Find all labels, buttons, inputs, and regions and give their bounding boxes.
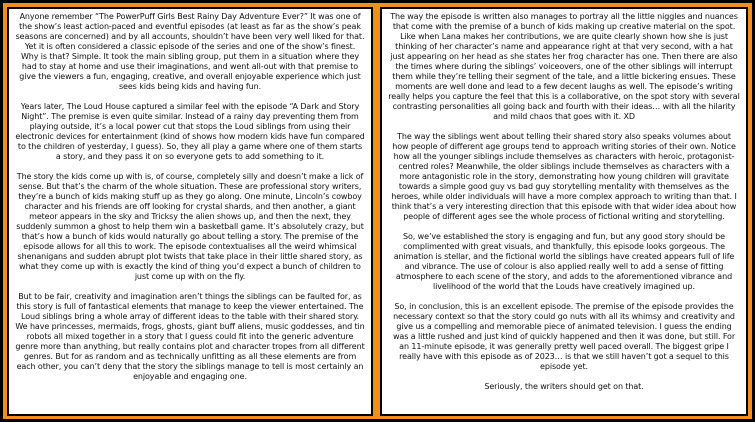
left-paragraph-4: But to be fair, creativity and imagination aren’t things the siblings can be faulted for, as this story is full of fantastical elements that manage to keep the viewer entertained. The Loud siblings bring a whole array of different ideas to the table with their shared story. We have princesses, mermaids, frogs, ghosts, giant buff aliens, music goddesses, and tin robots all mixed together in a story that I guess could fit into the generic adventure genre more than anything, but really contains plot and character tropes from all different genres. But for as random and as technically unfitting as all these elements are from each other, you can’t deny that the story the siblings manage to tell is most certainly an enjoyable and engaging one. [15,292,365,381]
right-text-panel [380,7,748,416]
left-paragraph-1: Anyone remember “The PowerPuff Girls Best Rainy Day Adventure Ever?” It was one of the show’s least action-paced and eventful episodes (at least as far as the show’s peak seasons are concerned) and by all accounts, shouldn’t have been very well liked for that. Yet it is often considered a classic episode of the series and one of the show’s finest. Why is that? Simple. It took the main sibling group, put them in a situation where they had to stay at home and use their imaginations, and went all-out with that premise to give the viewers a fun, engaging, creative, and overall enjoyable experience which just sees kids being kids and having fun. [15,12,365,91]
left-text-panel [7,7,373,416]
right-paragraph-5: Seriously, the writers should get on that. [484,382,644,391]
left-paragraph-3: The story the kids come up with is, of course, completely silly and doesn’t make a lick of sense. But that’s the charm of the whole situation. These are professional story writers, they’re a bunch of kids making stuff up as they go along. One minute, Lincoln’s cowboy character and his friends are off looking for crystal shards, and then another, a giant meteor appears in the sky and Tricksy the alien shows up, and then the next, they suddenly summon a ghost to help them win a basketball game. It’s absolutely crazy, but that’s how a bunch of kids would naturally go about telling a story. The premise of the episode allows for all this to work. The episode contextualises all the weird whimsical shenanigans and sudden abrupt plot twists that take place in their little shared story, as what they come up with is exactly the kind of thing you’d expect a bunch of children to just come up with on the fly. [16,172,364,281]
right-paragraph-2: The way the siblings went about telling their shared story also speaks volumes about how people of different age groups tend to approach writing stories of their own. Notice how all the younger siblings include themselves as characters with heroic, protagonist-centred roles? Meanwhile, the older siblings include themselves as characters with a more antagonistic role in the story, demonstrating how young children will gravitate towards a simple good guy vs bad guy storytelling mentality with themselves as the heroes, while older individuals will have a more complex approach to writing than that. I think that’s a very interesting direction that this episode with that wider idea about how people of different ages see the whole process of fictional writing and storytelling. [391,132,737,221]
right-paragraph-3: So, we’ve established the story is engaging and fun, but any good story should be complimented with great visuals, and thankfully, this episode looks gorgeous. The animation is stellar, and the fictional world the siblings have created appears full of life and vibrance. The use of colour is also applied really well to add a sense of fitting atmosphere to each scene of the story, and adds to the aforementioned vibrance and livelihood of the world that the Louds have creatively imagined up. [393,232,735,291]
right-paragraph-1: The way the episode is written also manages to portray all the little niggles and nuances that come with the premise of a bunch of kids making up creative material on the spot. Like when Lana makes her contributions, we are quite clearly shown how she is just thinking of her character’s name and appearance right at that very second, with a hat just appearing on her head as she states her frog character has one. Then there are also the times where during the siblings’ voiceovers, one of the other siblings will interrupt them while they’re telling their segment of the tale, and a little bickering ensues. These moments are well done and lead to a few decent laughs as well. The episode’s writing really helps you capture the feel that this is a collaborative, on the spot story with several contrasting personalities all going back and fourth with their ideas… with all the hilarity and mild chaos that goes with it. XD [388,12,740,121]
right-paragraph-4: So, in conclusion, this is an excellent episode. The premise of the episode provides the necessary context so that the story could go nuts with all its whimsy and creativity and give us a compelling and memorable piece of animated television. I guess the ending was a little rushed and just kind of quickly happened and then it was done, but still. For an 11-minute episode, it was generally pretty well paced overall. The biggest gripe I really have with this episode as of 2023… is that we still haven’t got a sequel to this episode yet. [392,302,736,371]
left-paragraph-2: Years later, The Loud House captured a similar feel with the episode “A Dark and Story Night”. The premise is even quite similar. Instead of a rainy day preventing them from playing outside, it’s a local power cut that stops the Loud siblings from using their electronic devices for entertainment (kind of shows how modern kids have fun compared to the children of yesterday, I guess). So, they all play a game where one of them starts a story, and they pass it on so everyone gets to add something to it. [15,102,365,161]
